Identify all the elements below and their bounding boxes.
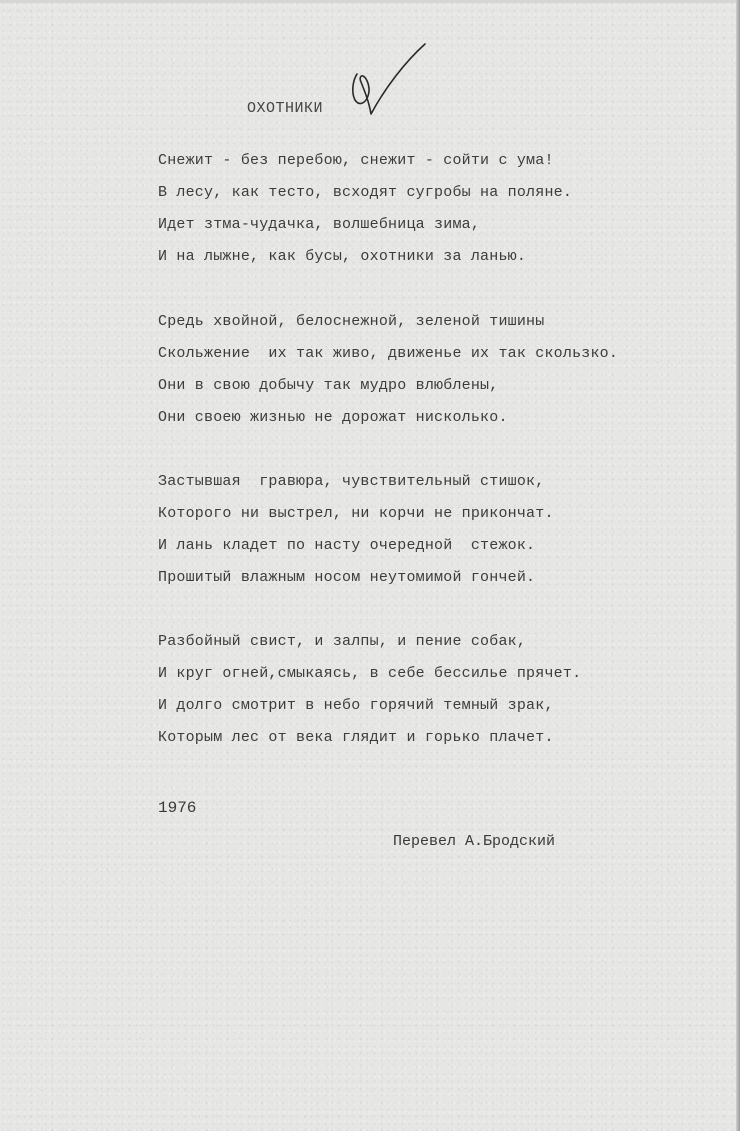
poem-year: 1976 (158, 799, 197, 817)
page-top-edge (0, 0, 740, 3)
stanza-4 (158, 626, 581, 754)
poem-line: Прошитый влажным носом неутомимой гончей. (158, 569, 536, 586)
translator-credit: Перевел А.Бродский (393, 833, 556, 850)
handwritten-check-icon (335, 40, 435, 120)
page-right-edge (736, 0, 740, 1131)
poem-line: Застывшая гравюра, чувствительный стишок, (158, 473, 545, 490)
poem-line: И на лыжне, как бусы, охотники за ланью. (158, 248, 527, 265)
poem-line: Они в свою добычу так мудро влюблены, (158, 377, 499, 394)
poem-line: Снежит - без перебою, снежит - сойти с ума! (158, 152, 554, 169)
poem-line: Разбойный свист, и залпы, и пение собак, (158, 633, 527, 650)
poem-line: В лесу, как тесто, всходят сугробы на поляне. (158, 184, 573, 201)
stanza-2 (158, 306, 618, 434)
poem-line: Которым лес от века глядит и горько плачет. (158, 729, 554, 746)
stanza-3 (158, 466, 554, 594)
stanza-1 (158, 145, 572, 273)
poem-line: Средь хвойной, белоснежной, зеленой тишины (158, 313, 545, 330)
poem-line: И долго смотрит в небо горячий темный зрак, (158, 697, 554, 714)
poem-line: Скольжение их так живо, движенье их так скользко. (158, 345, 619, 362)
poem-title: ОХОТНИКИ (247, 100, 324, 117)
poem-line: Которого ни выстрел, ни корчи не прикончат. (158, 505, 554, 522)
poem-line: Они своею жизнью не дорожат нисколько. (158, 409, 508, 426)
poem-line: Идет зтма-чудачка, волшебница зима, (158, 216, 481, 233)
poem-line: И лань кладет по насту очередной стежок. (158, 537, 536, 554)
poem-line: И круг огней,смыкаясь, в себе бессилье прячет. (158, 665, 582, 682)
